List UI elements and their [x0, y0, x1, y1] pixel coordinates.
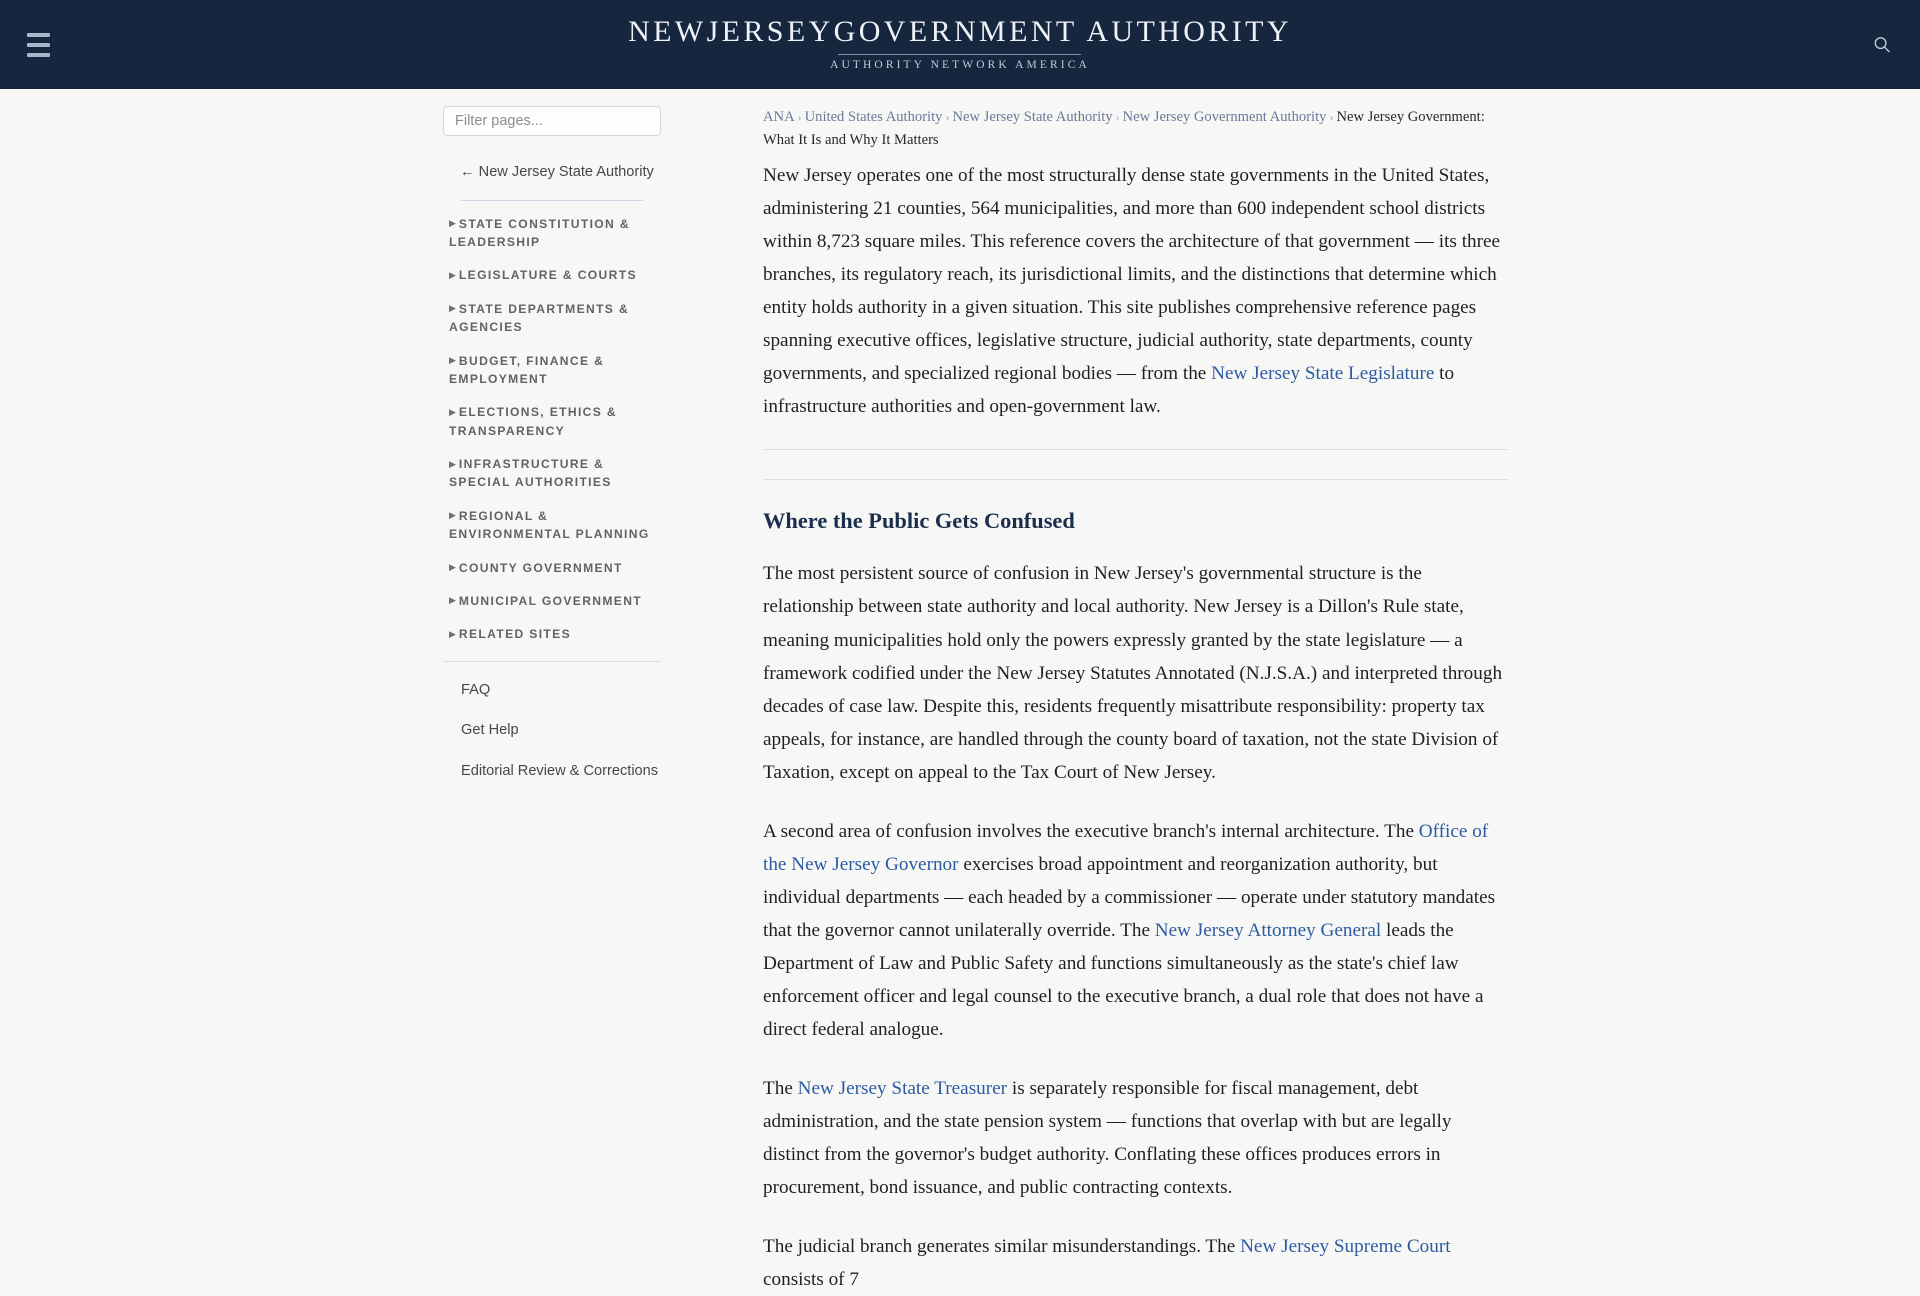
search-glass-glyph	[1872, 35, 1892, 55]
hamburger-bar-2	[27, 43, 50, 47]
sidebar-item-label: RELATED SITES	[458, 627, 571, 642]
paragraph-4-part-1: The judicial branch generates similar misunderstandings. The	[763, 1235, 1241, 1257]
link-new-jersey-attorney-general[interactable]: New Jersey Attorney General	[1154, 919, 1382, 941]
link-new-jersey-supreme-court[interactable]: New Jersey Supreme Court	[1240, 1235, 1451, 1257]
paragraph-2-part-2: exercises broad appointment and reorganization authority, but individual departments — each headed by a commissioner — operate under statutory mandates that the governor cannot unilaterally override. The	[763, 853, 1496, 941]
sidebar-item-label: BUDGET, FINANCE & EMPLOYMENT	[449, 353, 605, 386]
divider-bottom	[763, 479, 1508, 480]
sidebar	[443, 89, 713, 802]
sidebar-item-label: REGIONAL & ENVIRONMENTAL PLANNING	[449, 508, 650, 542]
page-body	[0, 89, 1920, 1290]
brand-divider	[838, 54, 1081, 55]
sidebar-item-label: COUNTY GOVERNMENT	[458, 560, 623, 575]
chevron-right-icon: ▶	[449, 269, 456, 280]
sidebar-link-get-help[interactable]: Get Help	[461, 722, 519, 739]
chevron-right-icon: ▶	[449, 628, 456, 639]
paragraph-2-part-3: leads the Department of Law and Public Safety and functions simultaneously as the state's chief law enforcement officer and legal counsel to the executive branch, a dual role that does not have a direct federal analogue.	[763, 919, 1484, 1040]
section-divider-group	[763, 449, 1508, 480]
sidebar-item-label: MUNICIPAL GOVERNMENT	[458, 593, 643, 608]
sidebar-item-state-constitution[interactable]	[443, 215, 663, 252]
site-brand[interactable]	[628, 17, 1292, 72]
hamburger-bar-3	[27, 53, 50, 57]
breadcrumb-separator: ›	[945, 110, 950, 124]
back-to-parent-link[interactable]: ← New Jersey State Authority	[460, 164, 654, 180]
chevron-right-icon: ▶	[449, 595, 456, 606]
sidebar-item-label: INFRASTRUCTURE & SPECIAL AUTHORITIES	[449, 457, 612, 490]
sidebar-item-budget-finance[interactable]	[443, 352, 663, 389]
filter-pages-input[interactable]	[443, 106, 661, 136]
list-item	[461, 680, 663, 701]
sidebar-link-faq[interactable]: FAQ	[461, 681, 491, 698]
intro-paragraph	[763, 159, 1508, 423]
chevron-right-icon: ▶	[449, 355, 456, 366]
paragraph-2-part-1: A second area of confusion involves the executive branch's internal architecture. The	[763, 820, 1419, 842]
chevron-right-icon: ▶	[449, 406, 456, 417]
paragraph-3-part-1: The	[763, 1077, 798, 1099]
sidebar-item-state-departments[interactable]	[443, 300, 663, 337]
sidebar-item-regional-planning[interactable]	[443, 507, 663, 544]
sidebar-link-editorial-review[interactable]: Editorial Review & Corrections	[461, 763, 659, 780]
intro-text-part-2: to infrastructure authorities and open-government law.	[763, 363, 1455, 418]
chevron-right-icon: ▶	[449, 303, 456, 314]
sidebar-item-municipal-government[interactable]	[443, 592, 663, 610]
chevron-right-icon: ▶	[449, 458, 456, 469]
breadcrumb-current-page: New Jersey Government: What It Is and Why It Matters	[763, 109, 1485, 148]
main-content	[763, 89, 1508, 1290]
site-header	[0, 0, 1920, 89]
sidebar-item-label: ELECTIONS, ETHICS & TRANSPARENCY	[449, 405, 617, 438]
sidebar-item-label: LEGISLATURE & COURTS	[458, 268, 637, 283]
sidebar-item-label: STATE DEPARTMENTS & AGENCIES	[449, 301, 630, 335]
intro-text-part-1: New Jersey operates one of the most structurally dense state governments in the United States, administering 21 counties, 564 municipalities, and more than 600 independent school districts within 8,723 square miles. This reference covers the architecture of that government — its three branches, its regulatory reach, its jurisdictional limits, and the distinctions that determine which entity holds authority in a given situation. This site publishes comprehensive reference pages spanning executive offices, legislative structure, judicial authority, state departments, county governments, and specialized regional bodies — from the	[763, 165, 1501, 385]
site-title: NEWJERSEYGOVERNMENT AUTHORITY	[628, 15, 1292, 49]
hamburger-bar-1	[27, 33, 50, 37]
paragraph-3-part-2: is separately responsible for fiscal management, debt administration, and the state pension system — functions that overlap with but are legally distinct from the governor's budget authority. Conflating these offices produces errors in procurement, bond issuance, and public contracting contexts.	[763, 1077, 1452, 1198]
site-subtitle: AUTHORITY NETWORK AMERICA	[830, 59, 1090, 72]
search-icon[interactable]	[1862, 25, 1902, 65]
breadcrumb-item-new-jersey-state-authority[interactable]: New Jersey State Authority	[952, 109, 1113, 125]
list-item	[461, 720, 663, 741]
paragraph-4-part-2: consists of 7	[763, 1268, 859, 1290]
sidebar-item-label: STATE CONSTITUTION & LEADERSHIP	[449, 216, 630, 250]
breadcrumb-item-new-jersey-government-authority[interactable]: New Jersey Government Authority	[1122, 109, 1327, 125]
hamburger-menu-icon[interactable]	[16, 23, 60, 67]
link-office-of-the-new-jersey-governor[interactable]: Office of the New Jersey Governor	[763, 820, 1489, 875]
link-new-jersey-state-legislature[interactable]: New Jersey State Legislature	[1211, 363, 1435, 385]
list-item	[461, 761, 663, 782]
body-paragraph-3	[763, 1072, 1508, 1204]
link-new-jersey-state-treasurer[interactable]: New Jersey State Treasurer	[797, 1077, 1008, 1099]
divider-top	[763, 449, 1508, 450]
sidebar-item-county-government[interactable]	[443, 559, 663, 577]
breadcrumb-separator: ›	[1329, 110, 1334, 124]
sidebar-footer-list	[443, 662, 663, 782]
body-paragraph-1: The most persistent source of confusion in New Jersey's governmental structure is the relationship between state authority and local authority. New Jersey is a Dillon's Rule state, meaning municipalities hold only the powers expressly granted by the state legislature — a framework codified under the New Jersey Statutes Annotated (N.J.S.A.) and interpreted through decades of case law. Despite this, residents frequently misattribute responsibility: property tax appeals, for instance, are handled through the county board of taxation, not the state Division of Taxation, except on appeal to the Tax Court of New Jersey.	[763, 563, 1503, 783]
chevron-right-icon: ▶	[449, 218, 456, 229]
sidebar-nav-list	[443, 201, 663, 644]
sidebar-item-elections-ethics[interactable]	[443, 403, 663, 440]
breadcrumb-item-united-states-authority[interactable]: United States Authority	[804, 109, 943, 125]
sidebar-item-related-sites[interactable]	[443, 625, 663, 643]
sidebar-item-legislature-courts[interactable]	[443, 266, 663, 284]
breadcrumb-separator: ›	[797, 110, 802, 124]
breadcrumb-separator: ›	[1115, 110, 1120, 124]
section-heading: Where the Public Gets Confused	[763, 508, 1075, 534]
chevron-right-icon: ▶	[449, 562, 456, 573]
body-paragraph-4	[763, 1230, 1508, 1290]
breadcrumb	[763, 106, 1508, 151]
sidebar-item-infrastructure[interactable]	[443, 455, 663, 492]
body-paragraph-2	[763, 815, 1508, 1046]
breadcrumb-item-ana[interactable]: ANA	[763, 109, 795, 125]
chevron-right-icon: ▶	[449, 510, 456, 521]
